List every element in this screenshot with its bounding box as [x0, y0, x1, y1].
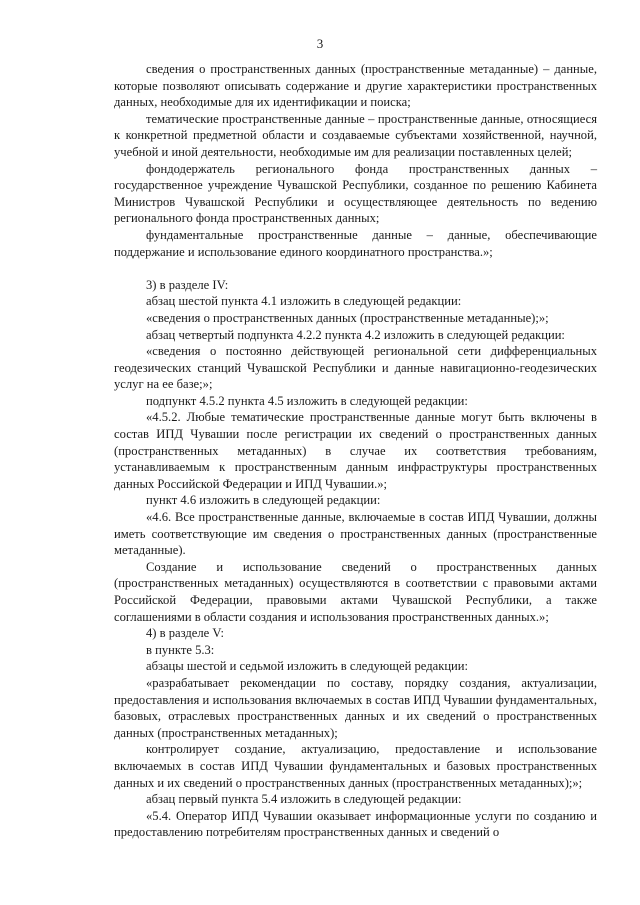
paragraph-item-4-6-text: «4.6. Все пространственные данные, включаемые в состав ИПД Чувашии, должны иметь соответствующие им сведения о пространственных данных (пространственные метаданные). [114, 510, 597, 558]
paragraph-section-v: 4) в разделе V: [146, 626, 225, 641]
paragraph-item-5-3-instruction: абзацы шестой и седьмой изложить в следующей редакции: [146, 659, 469, 674]
paragraph-item-4-6-instruction: пункт 4.6 изложить в следующей редакции: [146, 493, 381, 508]
paragraph-section-iv: 3) в разделе IV: [146, 277, 229, 292]
paragraph-item-4-1-instruction: абзац шестой пункта 4.1 изложить в следующей редакции: [146, 294, 462, 309]
paragraph-definition-thematic: тематические пространственные данные – пространственные данные, относящиеся к конкретной предметной области и создаваемые субъектами хозяйственной, научной, учебной и иной деятельности, необходимые им для реализации поставленных целей; [114, 111, 597, 159]
paragraph-item-5-3-control: контролирует создание, актуализацию, предоставление и использование включаемых в состав ИПД Чувашии фундаментальных и базовых пространственных данных и их сведений о пространственных данных (пространственных метаданных);»; [114, 742, 597, 790]
paragraph-item-4-5-2-text: «4.5.2. Любые тематические пространственные данные могут быть включены в состав ИПД Чувашии после регистрации их сведений о пространственных данных (пространственных метаданных) в случае их соответствия требованиям, устанавливаемым к пространственным данным инфраструктуры пространственных данных Российской Федерации и ИПД Чувашии.»; [114, 410, 597, 491]
paragraph-item-4-2-2-instruction: абзац четвертый подпункта 4.2.2 пункта 4.2 изложить в следующей редакции: [146, 327, 565, 342]
paragraph-item-4-6-text-continued: Создание и использование сведений о пространственных данных (пространственных метаданных) осуществляются в соответствии с правовыми актами Российской Федерации, правовыми актами Чувашской Республики, а также соглашениями в области создания и использования пространственных данных.»; [114, 559, 597, 624]
paragraph-item-5-4-instruction: абзац первый пункта 5.4 изложить в следующей редакции: [146, 792, 462, 807]
paragraph-item-4-1-text: «сведения о пространственных данных (пространственные метаданные);»; [146, 310, 549, 325]
paragraph-definition-fund-holder: фондодержатель регионального фонда пространственных данных – государственное учреждение Чувашской Республики, созданное по решению Кабинета Министров Чувашской Республики и осуществляющее деятельность по ведению регионального фонда пространственных данных; [114, 161, 597, 226]
paragraph-item-5-3: в пункте 5.3: [146, 642, 215, 657]
paragraph-item-5-4-text: «5.4. Оператор ИПД Чувашии оказывает информационные услуги по созданию и предоставлению потребителям пространственных данных и сведений о [114, 808, 597, 840]
paragraph-item-4-2-2-text: «сведения о постоянно действующей региональной сети дифференциальных геодезических станций Чувашской Республики и данные навигационно-геодезических услуг на ее базе;»; [114, 344, 597, 392]
paragraph-item-4-5-2-instruction: подпункт 4.5.2 пункта 4.5 изложить в следующей редакции: [146, 393, 468, 408]
paragraph-definition-metadata: сведения о пространственных данных (пространственные метаданные) – данные, которые позволяют описывать содержание и другие характеристики пространственных данных, необходимые для их идентификации и поиска; [114, 62, 597, 110]
page-number: 3 [316, 36, 324, 51]
document-body [114, 61, 597, 841]
paragraph-item-5-3-recommendations: «разрабатывает рекомендации по составу, порядку создания, актуализации, предоставления и использования включаемых в состав ИПД Чувашии фундаментальных, базовых, отраслевых пространственных данных и их сведений о пространственных данных (пространственных метаданных); [114, 675, 597, 740]
paragraph-definition-fundamental: фундаментальные пространственные данные – данные, обеспечивающие поддержание и использование единого координатного пространства.»; [114, 227, 597, 259]
